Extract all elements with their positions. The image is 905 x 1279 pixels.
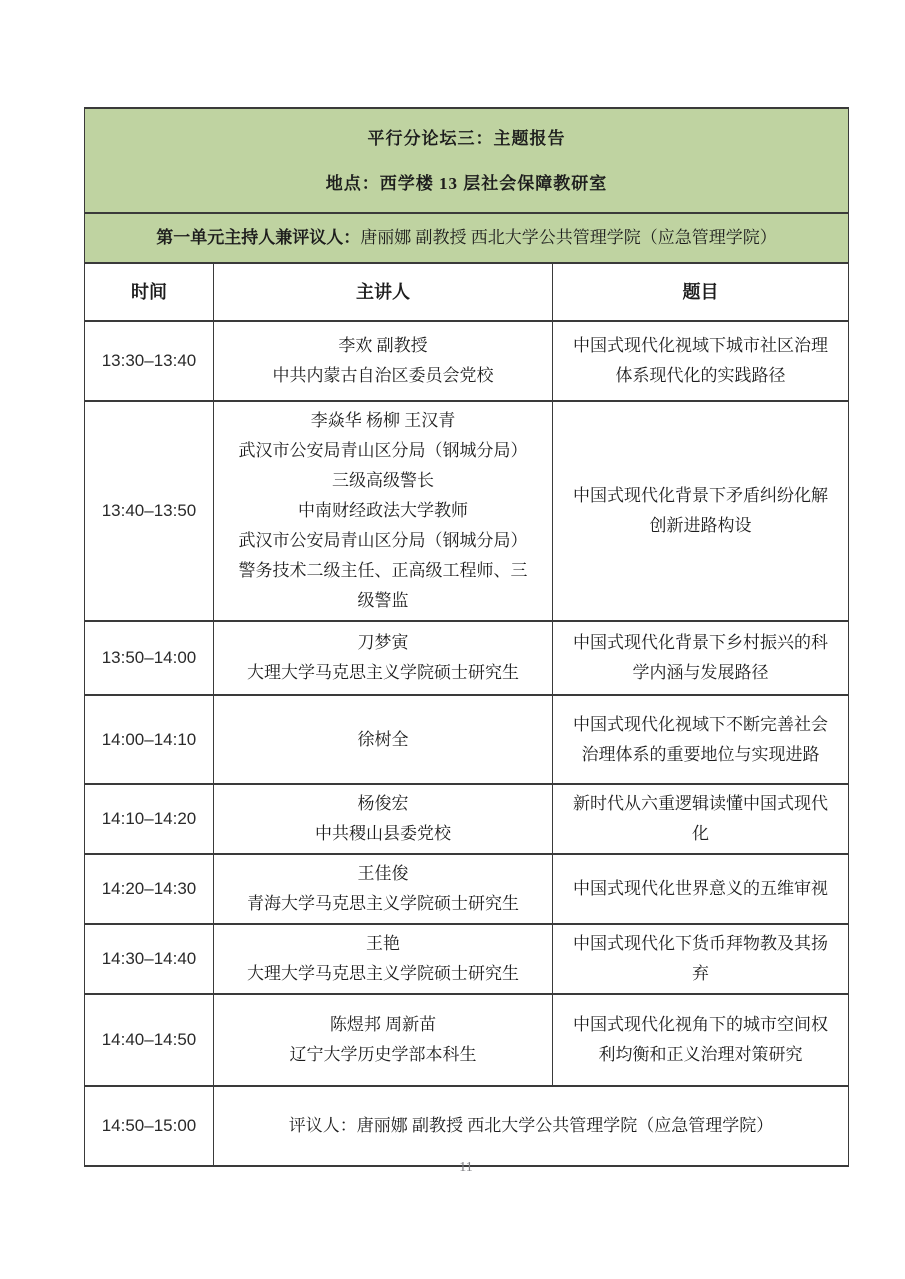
- table-row-discussant: [85, 1086, 849, 1166]
- speaker-cell: [214, 854, 553, 924]
- table-row: [85, 994, 849, 1086]
- speaker-line: 李欢 副教授: [338, 336, 428, 355]
- table-row: [85, 695, 849, 784]
- time-cell: 14:40–14:50: [85, 994, 214, 1086]
- speaker-line: 王艳: [366, 934, 400, 953]
- table-row: [85, 621, 849, 695]
- session-header-row: [85, 213, 849, 263]
- speaker-line: 李焱华 杨柳 王汉青: [310, 411, 456, 430]
- session-header: [85, 213, 849, 263]
- speaker-line: 王佳俊: [357, 864, 409, 883]
- time-cell: 13:50–14:00: [85, 621, 214, 695]
- speaker-affiliation: 武汉市公安局青山区分局（钢城分局）: [238, 441, 528, 460]
- col-header-title: 题目: [553, 263, 849, 321]
- speaker-cell: [214, 321, 553, 401]
- speaker-line: 徐树全: [357, 729, 409, 749]
- speaker-cell: [214, 994, 553, 1086]
- time-cell: 13:40–13:50: [85, 401, 214, 621]
- title-cell: 新时代从六重逻辑读懂中国式现代化: [553, 784, 849, 854]
- speaker-affiliation: 中共稷山县委党校: [315, 824, 451, 843]
- schedule-table: [84, 107, 849, 1167]
- table-row: [85, 924, 849, 994]
- discussant-cell: 评议人：唐丽娜 副教授 西北大学公共管理学院（应急管理学院）: [214, 1086, 849, 1166]
- title-cell: 中国式现代化视角下的城市空间权利均衡和正义治理对策研究: [553, 994, 849, 1086]
- speaker-affiliation: 中共内蒙古自治区委员会党校: [272, 366, 494, 385]
- col-header-speaker: 主讲人: [214, 263, 553, 321]
- speaker-role: 警务技术二级主任、正高级工程师、三级警监: [238, 561, 528, 610]
- speaker-affiliation: 大理大学马克思主义学院硕士研究生: [247, 663, 519, 682]
- banner-row: [85, 108, 849, 213]
- speaker-affiliation: 青海大学马克思主义学院硕士研究生: [247, 894, 519, 913]
- title-cell: 中国式现代化下货币拜物教及其扬弃: [553, 924, 849, 994]
- session-value: 唐丽娜 副教授 西北大学公共管理学院（应急管理学院）: [360, 228, 777, 247]
- title-cell: 中国式现代化视域下不断完善社会治理体系的重要地位与实现进路: [553, 695, 849, 784]
- forum-title: 平行分论坛三：主题报告: [367, 128, 566, 148]
- speaker-line: 刀梦寅: [357, 633, 409, 652]
- time-cell: 14:20–14:30: [85, 854, 214, 924]
- time-cell: 14:50–15:00: [85, 1086, 214, 1166]
- table-header-row: [85, 263, 849, 321]
- speaker-line: 陈煜邦 周新苗: [329, 1015, 437, 1034]
- time-cell: 14:00–14:10: [85, 695, 214, 784]
- title-cell: 中国式现代化世界意义的五维审视: [553, 854, 849, 924]
- speaker-affiliation: 中南财经政法大学教师: [298, 501, 468, 520]
- time-cell: 14:10–14:20: [85, 784, 214, 854]
- table-row: [85, 401, 849, 621]
- speaker-affiliation: 辽宁大学历史学部本科生: [289, 1045, 477, 1064]
- table-row: [85, 321, 849, 401]
- session-label: 第一单元主持人兼评议人：: [156, 228, 361, 247]
- time-cell: 14:30–14:40: [85, 924, 214, 994]
- speaker-role: 三级高级警长: [332, 471, 434, 490]
- speaker-cell: [214, 784, 553, 854]
- speaker-cell: [214, 695, 553, 784]
- speaker-affiliation: 武汉市公安局青山区分局（钢城分局）: [238, 531, 528, 550]
- time-cell: 13:30–13:40: [85, 321, 214, 401]
- speaker-cell: [214, 621, 553, 695]
- forum-location: 地点：西学楼 13 层社会保障教研室: [325, 173, 608, 193]
- speaker-cell: [214, 401, 553, 621]
- table-row: [85, 784, 849, 854]
- speaker-affiliation: 大理大学马克思主义学院硕士研究生: [247, 964, 519, 983]
- page-number: 11: [459, 1160, 473, 1175]
- title-cell: 中国式现代化背景下乡村振兴的科学内涵与发展路径: [553, 621, 849, 695]
- col-header-time: 时间: [85, 263, 214, 321]
- forum-banner: [85, 108, 849, 213]
- table-row: [85, 854, 849, 924]
- banner-spacer: [85, 147, 848, 175]
- title-cell: 中国式现代化背景下矛盾纠纷化解创新进路构设: [553, 401, 849, 621]
- speaker-line: 杨俊宏: [357, 794, 409, 813]
- title-cell: 中国式现代化视域下城市社区治理体系现代化的实践路径: [553, 321, 849, 401]
- speaker-cell: [214, 924, 553, 994]
